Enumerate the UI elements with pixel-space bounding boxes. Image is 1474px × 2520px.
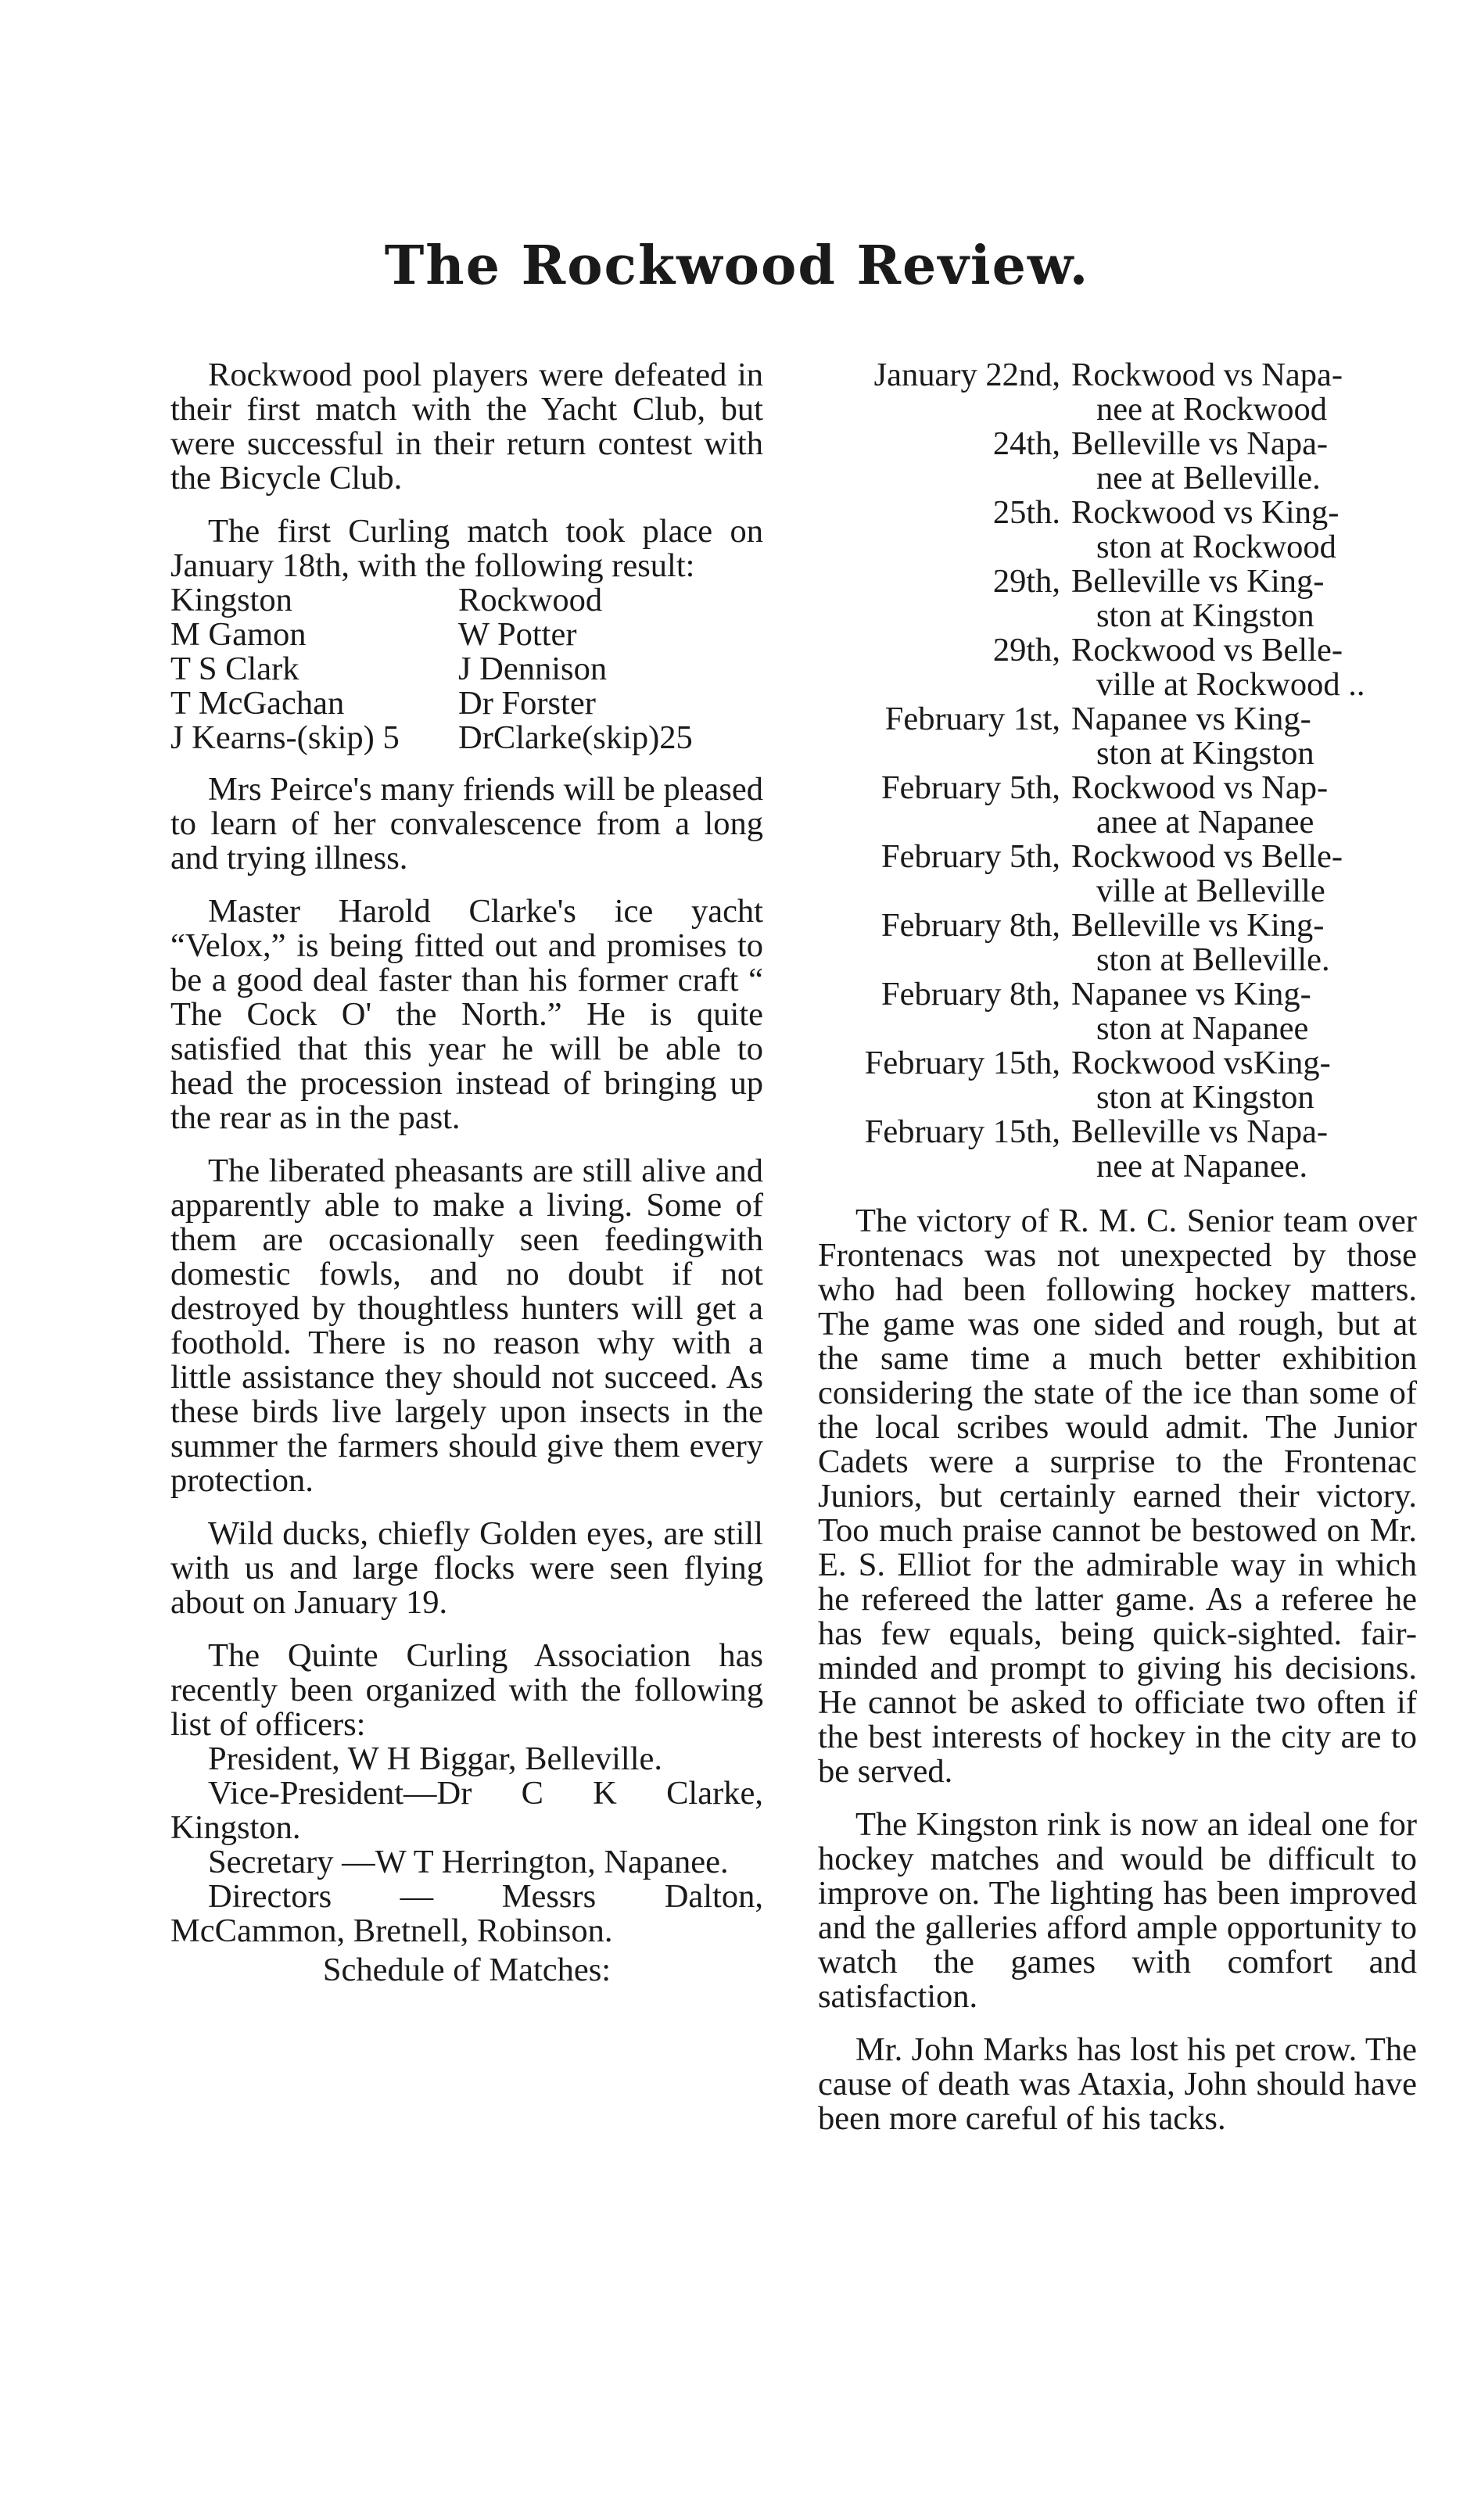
schedule-entry — [818, 840, 1417, 909]
curling-player: Dr Forster — [458, 685, 596, 722]
curling-player: J Kearns-(skip) 5 — [170, 719, 400, 756]
schedule-entry — [818, 909, 1417, 977]
curling-player: W Potter — [458, 616, 577, 653]
schedule-line: ston at Napanee — [1096, 1010, 1309, 1047]
curling-row — [170, 686, 763, 721]
article-pheasants: The liberated pheasants are still alive and apparently able to make a living. Some of them are occasionally seen feedingwith domestic fowls, and no doubt if not destroyed by thoughtless hunters will get a foothold. There is no reason why with a little assistance they should not succeed. As these birds live largely upon insects in the summer the farmers should give them every protection. — [170, 1152, 763, 1499]
officers-list — [170, 1742, 763, 1948]
team-kingston: Kingston — [170, 582, 292, 618]
officer-entry: Secretary —W T Herrington, Napanee. — [208, 1844, 729, 1880]
schedule-line: ston at Kingston — [1096, 1079, 1314, 1116]
schedule-line: Rockwood vs Belle- — [1071, 838, 1343, 875]
curling-player: T McGachan — [170, 685, 345, 722]
schedule-date: February 5th, — [881, 838, 1060, 875]
article-hockey-victory: The victory of R. M. C. Senior team over Frontenacs was not unexpected by those who had been following hockey matters. The game was one sided and rough, but at the same time a much better exhibition considering the state of the ice than some of the local scribes would admit. The Junior Cadets were a surprise to the Frontenac Juniors, but certainly earned their victory. Too much praise cannot be bestowed on Mr. E. S. Elliot for the admirable way in which he refereed the latter game. As a referee he has few equals, being quick-sighted. fair-minded and prompt to giving his decisions. He cannot be asked to officiate two often if the best interests of hockey in the city are to be served. — [818, 1203, 1417, 1790]
right-column — [818, 358, 1417, 2155]
page-title: The Rockwood Review. — [384, 235, 1090, 297]
schedule-line: Napanee vs King- — [1071, 701, 1311, 737]
schedule-line: Belleville vs Napa- — [1071, 1113, 1329, 1150]
curling-row — [170, 618, 763, 652]
schedule-date: 24th, — [992, 425, 1060, 462]
article-peirce: Mrs Peirce's many friends will be pleased to learn of her convalescence from a long and trying illness. — [170, 771, 763, 876]
schedule-line: anee at Napanee — [1096, 804, 1314, 841]
article-curling: The first Curling match took place on January 18th, with the following result: — [170, 513, 763, 584]
schedule-match — [1071, 633, 1417, 702]
schedule-entry — [818, 565, 1417, 633]
curling-player: M Gamon — [170, 616, 307, 653]
schedule-title: Schedule of Matches: — [322, 1952, 611, 1988]
schedule-line: Rockwood vs Belle- — [1071, 632, 1343, 669]
article-ice-yacht: Master Harold Clarke's ice yacht “Velox,” is being fitted out and promises to be a good deal faster than his former craft “ The Cock O' the North.” He is quite satisfied that this year he will be able to head the procession instead of bringing up the rear as in the past. — [170, 893, 763, 1136]
schedule-entry — [818, 358, 1417, 427]
schedule-date: February 8th, — [881, 976, 1060, 1013]
schedule-line: Napanee vs King- — [1071, 976, 1311, 1013]
schedule-line: nee at Rockwood — [1096, 391, 1328, 428]
schedule-line: nee at Napanee. — [1096, 1148, 1308, 1185]
schedule-entry — [818, 1046, 1417, 1115]
schedule-entry — [818, 427, 1417, 496]
schedule-match — [1071, 427, 1417, 496]
schedule-line: Belleville vs King- — [1071, 563, 1325, 600]
schedule-match — [1071, 496, 1417, 565]
schedule-date: February 8th, — [881, 907, 1060, 944]
schedule-date: February 15th, — [864, 1045, 1060, 1081]
schedule-match — [1071, 358, 1417, 427]
officer-entry: Vice-President—Dr C K Clarke, Kingston. — [170, 1775, 763, 1846]
article-quinte-curling: The Quinte Curling Association has recently been organized with the following list of officers: — [170, 1637, 763, 1743]
schedule-match — [1071, 702, 1417, 771]
left-column — [170, 358, 763, 1988]
schedule-entry — [818, 633, 1417, 702]
curling-row — [170, 721, 763, 755]
schedule-line: Rockwood vs Nap- — [1071, 769, 1329, 806]
schedule-entry — [818, 771, 1417, 840]
schedule-date: February 5th, — [881, 769, 1060, 806]
article-pet-crow: Mr. John Marks has lost his pet crow. The cause of death was Ataxia, John should have been more careful of his tacks. — [818, 2031, 1417, 2137]
curling-row — [170, 652, 763, 686]
schedule-line: ston at Rockwood — [1096, 529, 1336, 565]
schedule-match — [1071, 1046, 1417, 1115]
schedule-line: Rockwood vs Napa- — [1071, 357, 1343, 393]
schedule-match — [1071, 565, 1417, 633]
schedule-line: Rockwood vs King- — [1071, 494, 1340, 531]
article-wild-ducks: Wild ducks, chiefly Golden eyes, are still with us and large flocks were seen flying about on January 19. — [170, 1515, 763, 1621]
schedule-date: 29th, — [992, 563, 1060, 600]
schedule-entry — [818, 496, 1417, 565]
curling-results — [170, 583, 763, 755]
schedule-line: Belleville vs Napa- — [1071, 425, 1329, 462]
schedule-entry — [818, 1115, 1417, 1184]
schedule-line: Rockwood vsKing- — [1071, 1045, 1331, 1081]
officer-entry: President, W H Biggar, Belleville. — [208, 1740, 663, 1777]
match-schedule — [818, 358, 1417, 1184]
schedule-line: Belleville vs King- — [1071, 907, 1325, 944]
schedule-date: 25th. — [992, 494, 1060, 531]
schedule-match — [1071, 909, 1417, 977]
article-pool: Rockwood pool players were defeated in their first match with the Yacht Club, but were successful in their return contest with the Bicycle Club. — [170, 357, 763, 496]
schedule-match — [1071, 1115, 1417, 1184]
schedule-date: February 1st, — [884, 701, 1060, 737]
schedule-date: January 22nd, — [873, 357, 1060, 393]
curling-player: J Dennison — [458, 651, 608, 687]
schedule-entry — [818, 702, 1417, 771]
officer-entry: Directors — Messrs Dalton, McCammon, Bretnell, Robinson. — [170, 1878, 763, 1949]
schedule-line: nee at Belleville. — [1096, 460, 1321, 496]
schedule-match — [1071, 977, 1417, 1046]
schedule-line: ston at Belleville. — [1096, 941, 1330, 978]
schedule-date: 29th, — [992, 632, 1060, 669]
team-rockwood: Rockwood — [458, 582, 603, 618]
schedule-line: ston at Kingston — [1096, 597, 1314, 634]
article-kingston-rink: The Kingston rink is now an ideal one for hockey matches and would be difficult to improve on. The lighting has been improved and the galleries afford ample opportunity to watch the games with comfort and satisfaction. — [818, 1806, 1417, 2015]
curling-player: T S Clark — [170, 651, 299, 687]
schedule-line: ston at Kingston — [1096, 735, 1314, 772]
schedule-date: February 15th, — [864, 1113, 1060, 1150]
schedule-line: ville at Belleville — [1096, 873, 1325, 909]
schedule-match — [1071, 840, 1417, 909]
schedule-match — [1071, 771, 1417, 840]
curling-player: DrClarke(skip)25 — [458, 719, 693, 756]
schedule-entry — [818, 977, 1417, 1046]
schedule-line: ville at Rockwood .. — [1096, 666, 1365, 703]
curling-results-header — [170, 583, 763, 618]
